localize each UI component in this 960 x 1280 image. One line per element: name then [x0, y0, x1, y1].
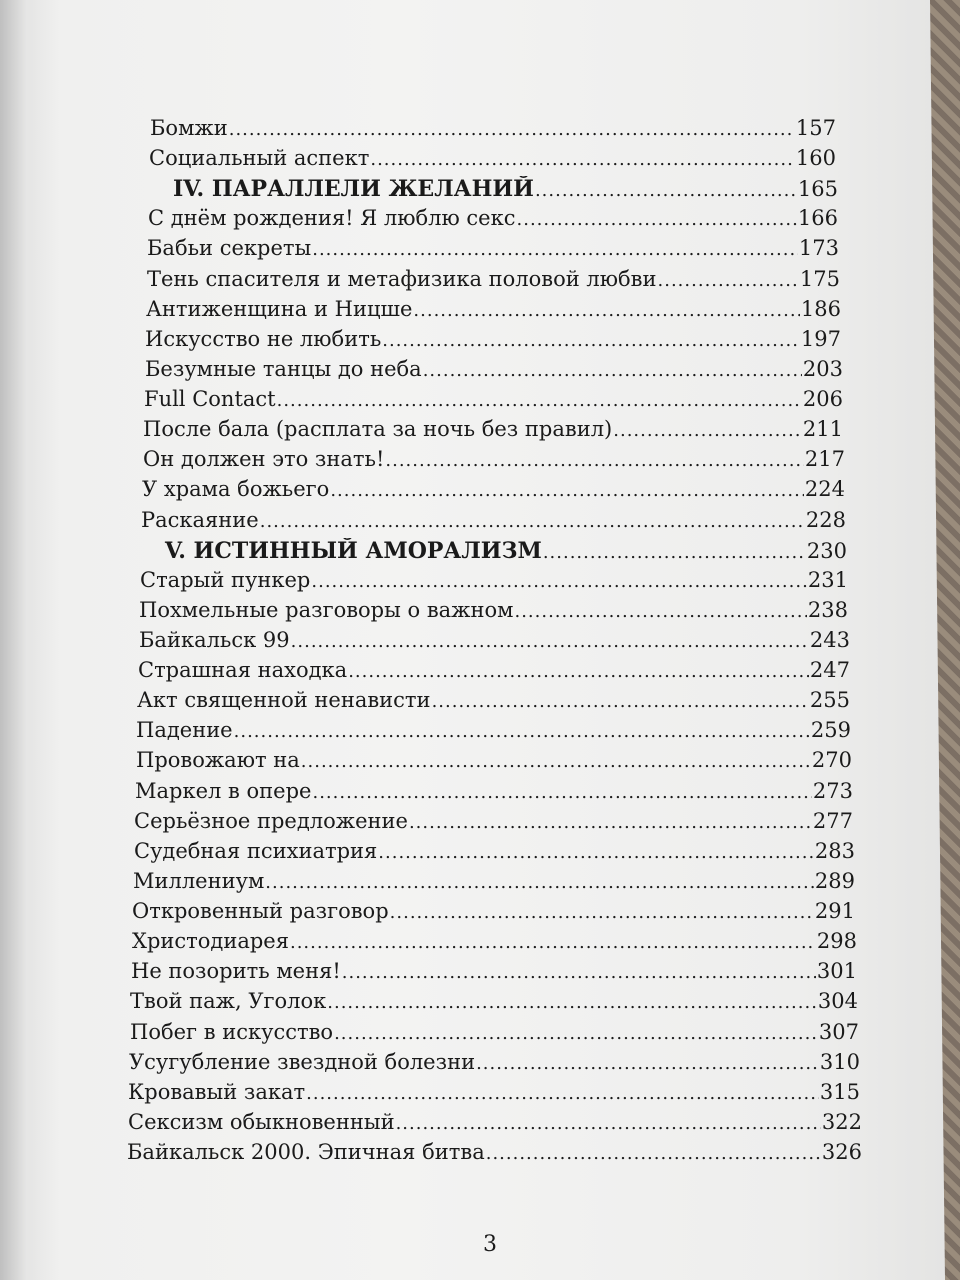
toc-entry-page: 206 [802, 387, 843, 411]
toc-dot-leader [408, 812, 812, 833]
toc-entry [148, 206, 838, 236]
toc-dot-leader [516, 209, 797, 230]
toc-entry-page: 255 [809, 688, 850, 712]
toc-entry-page: 224 [804, 477, 845, 501]
toc-dot-leader [513, 601, 806, 622]
toc-entry-page: 238 [807, 598, 848, 622]
toc-entry [144, 387, 843, 417]
toc-entry-page: 197 [800, 327, 841, 351]
toc-dot-leader [412, 300, 799, 321]
toc-entry-page: 231 [807, 568, 848, 592]
toc-entry-page: 175 [799, 267, 840, 291]
toc-entry [139, 628, 850, 658]
toc-dot-leader [377, 842, 814, 863]
toc-entry-page: 160 [795, 146, 836, 170]
toc-entry-title: Усугубление звездной болезни [129, 1050, 476, 1074]
toc-entry [129, 1050, 860, 1080]
toc-entry [147, 267, 840, 297]
toc-dot-leader [228, 119, 795, 140]
toc-entry [134, 839, 855, 869]
toc-entry-page: 230 [806, 539, 847, 563]
toc-entry-title: IV. ПАРАЛЛЕЛИ ЖЕЛАНИЙ [173, 176, 534, 202]
toc-entry-title: Он должен это знать! [143, 447, 385, 471]
toc-dot-leader [612, 420, 802, 441]
toc-entry [140, 568, 848, 598]
toc-entry [128, 1080, 860, 1110]
toc-dot-leader [290, 631, 809, 652]
toc-dot-leader [310, 571, 807, 592]
toc-entry-title: После бала (расплата за ночь без правил) [143, 417, 613, 441]
toc-dot-leader [369, 149, 795, 170]
toc-dot-leader [311, 239, 798, 260]
toc-dot-leader [341, 962, 816, 983]
toc-entry [143, 417, 843, 447]
toc-entry [149, 146, 836, 176]
toc-entry-page: 326 [821, 1140, 862, 1164]
toc-dot-leader [233, 721, 810, 742]
toc-entry [130, 1020, 859, 1050]
toc-section-heading [141, 538, 847, 568]
toc-entry-title: Антиженщина и Ницше [146, 297, 413, 321]
toc-entry-page: 247 [809, 658, 850, 682]
toc-entry [138, 658, 850, 688]
toc-dot-leader [289, 932, 816, 953]
toc-entry [145, 357, 843, 387]
toc-entry-page: 270 [811, 748, 852, 772]
toc-entry-title: С днём рождения! Я люблю секс [148, 206, 516, 230]
toc-entry [142, 477, 845, 507]
toc-entry-title: Full Contact [144, 387, 276, 411]
toc-entry-page: 310 [819, 1050, 860, 1074]
toc-entry [150, 116, 836, 146]
toc-entry-page: 211 [802, 417, 843, 441]
toc-entry-title: Твой паж, Уголок [130, 989, 327, 1013]
toc-dot-leader [333, 1023, 818, 1044]
toc-entry-page: 304 [817, 989, 858, 1013]
toc-entry-title: У храма божьего [142, 477, 330, 501]
toc-entry-title: Кровавый закат [128, 1080, 306, 1104]
toc-entry-page: 273 [812, 779, 853, 803]
toc-dot-leader [485, 1143, 821, 1164]
toc-dot-leader [326, 992, 817, 1013]
toc-entry-page: 277 [812, 809, 853, 833]
toc-entry-page: 217 [804, 447, 845, 471]
toc-dot-leader [657, 270, 799, 291]
toc-entry-title: Искусство не любить [145, 327, 382, 351]
toc-entry-title: Серьёзное предложение [134, 809, 408, 833]
toc-entry [127, 1140, 862, 1170]
toc-dot-leader [329, 480, 804, 501]
toc-entry-page: 228 [805, 508, 846, 532]
toc-entry-title: Тень спасителя и метафизика половой любви [147, 267, 657, 291]
toc-dot-leader [276, 390, 802, 411]
page-number: 3 [483, 1232, 497, 1257]
toc-entry [143, 447, 845, 477]
toc-entry-title: V. ИСТИННЫЙ АМОРАЛИЗМ [165, 538, 542, 564]
toc-dot-leader [347, 661, 809, 682]
toc-entry [139, 598, 848, 628]
toc-dot-leader [542, 542, 806, 563]
toc-dot-leader [431, 691, 809, 712]
toc-entry [130, 989, 858, 1019]
toc-entry-title: Падение [136, 718, 233, 742]
toc-entry-title: Побег в искусство [130, 1020, 334, 1044]
toc-dot-leader [395, 1113, 821, 1134]
toc-entry-title: Страшная находка [138, 658, 348, 682]
toc-entry-title: Байкальск 99 [139, 628, 290, 652]
toc-entry-title: Безумные танцы до неба [145, 357, 422, 381]
toc-entry-title: Провожают на [136, 748, 300, 772]
toc-entry-page: 203 [802, 357, 843, 381]
toc-dot-leader [300, 751, 811, 772]
toc-entry-page: 243 [809, 628, 850, 652]
toc-entry [145, 327, 841, 357]
toc-dot-leader [305, 1083, 819, 1104]
toc-dot-leader [389, 902, 814, 923]
toc-entry-page: 322 [821, 1110, 862, 1134]
toc-entry [132, 899, 855, 929]
toc-entry-title: Сексизм обыкновенный [128, 1110, 395, 1134]
toc-entry-title: Христодиарея [132, 929, 289, 953]
toc-entry [137, 688, 850, 718]
toc-entry-title: Бомжи [150, 116, 228, 140]
toc-entry-title: Акт священной ненависти [137, 688, 431, 712]
toc-entry-page: 157 [795, 116, 836, 140]
toc-entry [136, 748, 852, 778]
toc-entry-page: 289 [814, 869, 855, 893]
toc-dot-leader [534, 180, 797, 201]
toc-entry [147, 236, 839, 266]
toc-dot-leader [422, 360, 802, 381]
toc-dot-leader [475, 1053, 819, 1074]
toc-entry-title: Раскаяние [141, 508, 259, 532]
toc-entry [141, 508, 846, 538]
toc-entry-title: Социальный аспект [149, 146, 370, 170]
toc-entry-title: Бабьи секреты [147, 236, 312, 260]
toc-entry-title: Старый пункер [140, 568, 311, 592]
toc-dot-leader [259, 511, 805, 532]
toc-entry-title: Откровенный разговор [132, 899, 389, 923]
toc-entry-page: 315 [819, 1080, 860, 1104]
toc-dot-leader [384, 450, 804, 471]
toc-entry-page: 307 [818, 1020, 859, 1044]
toc-section-heading [149, 176, 838, 206]
toc-entry-title: Миллениум [133, 869, 265, 893]
toc-entry-page: 298 [816, 929, 857, 953]
toc-entry-page: 291 [814, 899, 855, 923]
toc-entry-page: 301 [816, 959, 857, 983]
toc-entry-page: 166 [797, 206, 838, 230]
toc-dot-leader [381, 330, 800, 351]
toc-entry-title: Маркел в опере [135, 779, 312, 803]
toc-entry [131, 959, 857, 989]
toc-entry [135, 779, 853, 809]
toc-dot-leader [264, 872, 814, 893]
toc-entry-title: Похмельные разговоры о важном [139, 598, 514, 622]
toc-entry-title: Судебная психиатрия [134, 839, 378, 863]
toc-entry-title: Не позорить меня! [131, 959, 341, 983]
toc-entry [146, 297, 841, 327]
toc-entry [132, 929, 857, 959]
toc-entry-page: 259 [810, 718, 851, 742]
toc-entry [128, 1110, 862, 1140]
toc-entry [136, 718, 851, 748]
toc-entry [133, 869, 855, 899]
toc-entry-title: Байкальск 2000. Эпичная битва [127, 1140, 485, 1164]
toc-entry-page: 165 [797, 177, 838, 201]
toc-entry [134, 809, 853, 839]
toc-entry-page: 186 [800, 297, 841, 321]
toc-entry-page: 173 [798, 236, 839, 260]
toc-entry-page: 283 [814, 839, 855, 863]
toc-dot-leader [311, 782, 811, 803]
